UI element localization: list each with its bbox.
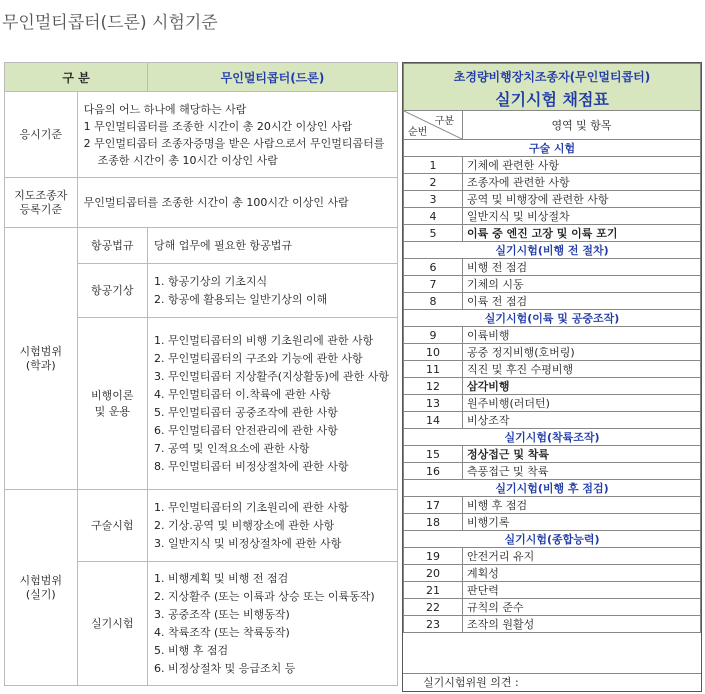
section-row <box>404 480 701 497</box>
header-drone: 무인멀티콥터(드론) <box>148 63 398 92</box>
score-item-row <box>404 259 701 276</box>
theory-label: 비행이론 및 운용 <box>77 318 147 490</box>
theory-item: 7. 공역 및 인적요소에 관한 사항 <box>154 441 310 455</box>
item-number: 12 <box>404 378 463 395</box>
score-item-row <box>404 395 701 412</box>
scoring-table <box>403 63 701 633</box>
section-title: 실기시험(비행 후 점검) <box>404 480 701 497</box>
item-text: 공중 정지비행(호버링) <box>463 344 701 361</box>
scoring-column-header-row <box>404 111 701 140</box>
item-text: 정상접근 및 착륙 <box>463 446 701 463</box>
instructor-content: 무인멀티콥터를 조종한 시간이 총 100시간 이상인 사람 <box>77 178 397 228</box>
instructor-label: 지도조종자 등록기준 <box>5 178 78 228</box>
theory-item: 6. 무인멀티콥터 안전관리에 관한 사항 <box>154 423 338 437</box>
score-item-row <box>404 582 701 599</box>
flight-item: 1. 비행계획 및 비행 전 점검 <box>154 571 289 585</box>
item-number: 16 <box>404 463 463 480</box>
law-label: 항공법규 <box>77 228 147 264</box>
flight-label: 실기시험 <box>77 562 147 686</box>
corner-cell <box>404 111 463 140</box>
practical-scope-label: 시험범위 (실기) <box>5 490 78 686</box>
scoring-title-line2: 실기시험 채점표 <box>495 90 609 109</box>
written-scope-label: 시험범위 (학과) <box>5 228 78 490</box>
corner-top-label: 구분 <box>434 116 454 127</box>
flight-item: 5. 비행 후 점검 <box>154 643 229 657</box>
eligibility-item-2-cont: 조종한 시간이 총 10시간 이상인 사람 <box>97 153 278 167</box>
oral-item: 3. 일반지식 및 비정상절차에 관한 사항 <box>154 536 342 550</box>
score-item-row <box>404 191 701 208</box>
weather-label: 항공기상 <box>77 264 147 318</box>
score-item-row <box>404 344 701 361</box>
item-number: 14 <box>404 412 463 429</box>
score-item-row <box>404 446 701 463</box>
item-number: 2 <box>404 174 463 191</box>
weather-item: 2. 항공에 활용되는 일반기상의 이해 <box>154 292 328 306</box>
law-row <box>5 228 398 264</box>
instructor-row <box>5 178 398 228</box>
score-item-row <box>404 565 701 582</box>
score-item-row <box>404 327 701 344</box>
eligibility-item-1: 1 무인멀티콥터를 조종한 시간이 총 20시간 이상인 사람 <box>83 119 353 133</box>
item-number: 11 <box>404 361 463 378</box>
score-item-row <box>404 548 701 565</box>
score-item-row <box>404 599 701 616</box>
item-text: 비상조작 <box>463 412 701 429</box>
item-number: 13 <box>404 395 463 412</box>
item-number: 4 <box>404 208 463 225</box>
item-number: 5 <box>404 225 463 242</box>
score-item-row <box>404 174 701 191</box>
score-item-row <box>404 293 701 310</box>
section-row <box>404 310 701 327</box>
item-number: 10 <box>404 344 463 361</box>
theory-item: 2. 무인멀티콥터의 구조와 기능에 관한 사항 <box>154 351 363 365</box>
score-item-row <box>404 225 701 242</box>
section-title: 실기시험(이륙 및 공중조작) <box>404 310 701 327</box>
score-item-row <box>404 463 701 480</box>
score-item-row <box>404 361 701 378</box>
flight-item: 6. 비정상절차 및 응급조치 등 <box>154 661 296 675</box>
theory-content <box>148 318 398 490</box>
theory-item: 3. 무인멀티콥터 지상활주(지상활동)에 관한 사항 <box>154 369 389 383</box>
table-header-row <box>5 63 398 92</box>
oral-item: 2. 기상.공역 및 비행장소에 관한 사항 <box>154 518 335 532</box>
item-text: 규칙의 준수 <box>463 599 701 616</box>
examiner-comment: 실기시험위원 의견 : <box>403 673 701 691</box>
score-item-row <box>404 497 701 514</box>
theory-item: 1. 무인멀티콥터의 비행 기초원리에 관한 사항 <box>154 333 374 347</box>
item-number: 19 <box>404 548 463 565</box>
eligibility-content <box>77 92 397 178</box>
section-title: 실기시험(착륙조작) <box>404 429 701 446</box>
score-item-row <box>404 616 701 633</box>
section-row <box>404 531 701 548</box>
item-text: 비행 후 점검 <box>463 497 701 514</box>
section-title: 구술 시험 <box>404 140 701 157</box>
item-text: 기체의 시동 <box>463 276 701 293</box>
item-number: 18 <box>404 514 463 531</box>
item-number: 8 <box>404 293 463 310</box>
score-item-row <box>404 378 701 395</box>
scoring-title <box>404 64 701 111</box>
score-item-row <box>404 412 701 429</box>
score-item-row <box>404 157 701 174</box>
item-text: 공역 및 비행장에 관련한 사항 <box>463 191 701 208</box>
weather-content <box>148 264 398 318</box>
item-number: 17 <box>404 497 463 514</box>
score-item-row <box>404 514 701 531</box>
item-number: 1 <box>404 157 463 174</box>
theory-item: 4. 무인멀티콥터 이.착륙에 관한 사항 <box>154 387 331 401</box>
item-text: 비행기록 <box>463 514 701 531</box>
flight-content <box>148 562 398 686</box>
scoring-title-line1: 초경량비행장치조종자(무인멀티콥터) <box>453 70 651 84</box>
item-number: 15 <box>404 446 463 463</box>
weather-item: 1. 항공기상의 기초지식 <box>154 274 268 288</box>
item-text: 판단력 <box>463 582 701 599</box>
item-text: 조종자에 관련한 사항 <box>463 174 701 191</box>
header-category: 구 분 <box>5 63 148 92</box>
item-text: 이륙비행 <box>463 327 701 344</box>
flight-item: 4. 착륙조작 (또는 착륙동작) <box>154 625 290 639</box>
law-content: 당해 업무에 필요한 항공법규 <box>148 228 398 264</box>
eligibility-label: 응시기준 <box>5 92 78 178</box>
score-item-row <box>404 208 701 225</box>
eligibility-row <box>5 92 398 178</box>
oral-row <box>5 490 398 562</box>
item-text: 조작의 원활성 <box>463 616 701 633</box>
oral-content <box>148 490 398 562</box>
oral-item: 1. 무인멀티콥터의 기초원리에 관한 사항 <box>154 500 349 514</box>
item-number: 7 <box>404 276 463 293</box>
item-number: 22 <box>404 599 463 616</box>
oral-label: 구술시험 <box>77 490 147 562</box>
section-title: 실기시험(종합능력) <box>404 531 701 548</box>
item-text: 직진 및 후진 수평비행 <box>463 361 701 378</box>
theory-item: 8. 무인멀티콥터 비정상절차에 관한 사항 <box>154 459 349 473</box>
theory-item: 5. 무인멀티콥터 공중조작에 관한 사항 <box>154 405 338 419</box>
item-number: 3 <box>404 191 463 208</box>
item-text: 원주비행(러더턴) <box>463 395 701 412</box>
item-text: 비행 전 점검 <box>463 259 701 276</box>
section-title: 실기시험(비행 전 절차) <box>404 242 701 259</box>
item-number: 20 <box>404 565 463 582</box>
item-text: 안전거리 유지 <box>463 548 701 565</box>
item-text: 삼각비행 <box>463 378 701 395</box>
item-text: 이륙 전 점검 <box>463 293 701 310</box>
scoring-sheet <box>402 62 702 692</box>
item-text: 기체에 관련한 사항 <box>463 157 701 174</box>
item-text: 계획성 <box>463 565 701 582</box>
item-text: 일반지식 및 비상절차 <box>463 208 701 225</box>
section-row <box>404 140 701 157</box>
item-number: 6 <box>404 259 463 276</box>
page-title: 무인멀티콥터(드론) 시험기준 <box>2 13 218 33</box>
corner-bottom-label: 순번 <box>408 127 428 138</box>
item-number: 9 <box>404 327 463 344</box>
item-number: 23 <box>404 616 463 633</box>
score-item-row <box>404 276 701 293</box>
item-text: 측풍접근 및 착륙 <box>463 463 701 480</box>
section-row <box>404 429 701 446</box>
flight-item: 2. 지상활주 (또는 이륙과 상승 또는 이륙동작) <box>154 589 375 603</box>
flight-item: 3. 공중조작 (또는 비행동작) <box>154 607 290 621</box>
item-number: 21 <box>404 582 463 599</box>
eligibility-intro: 다음의 어느 하나에 해당하는 사람 <box>83 102 247 116</box>
exam-criteria-table <box>4 62 398 686</box>
column-header-area: 영역 및 항목 <box>463 111 701 140</box>
item-text: 이륙 중 엔진 고장 및 이륙 포기 <box>463 225 701 242</box>
eligibility-item-2: 2 무인멀티콥터 조종자증명을 받은 사람으로서 무인멀티콥터를 <box>83 136 385 150</box>
section-row <box>404 242 701 259</box>
scoring-title-row <box>404 64 701 111</box>
